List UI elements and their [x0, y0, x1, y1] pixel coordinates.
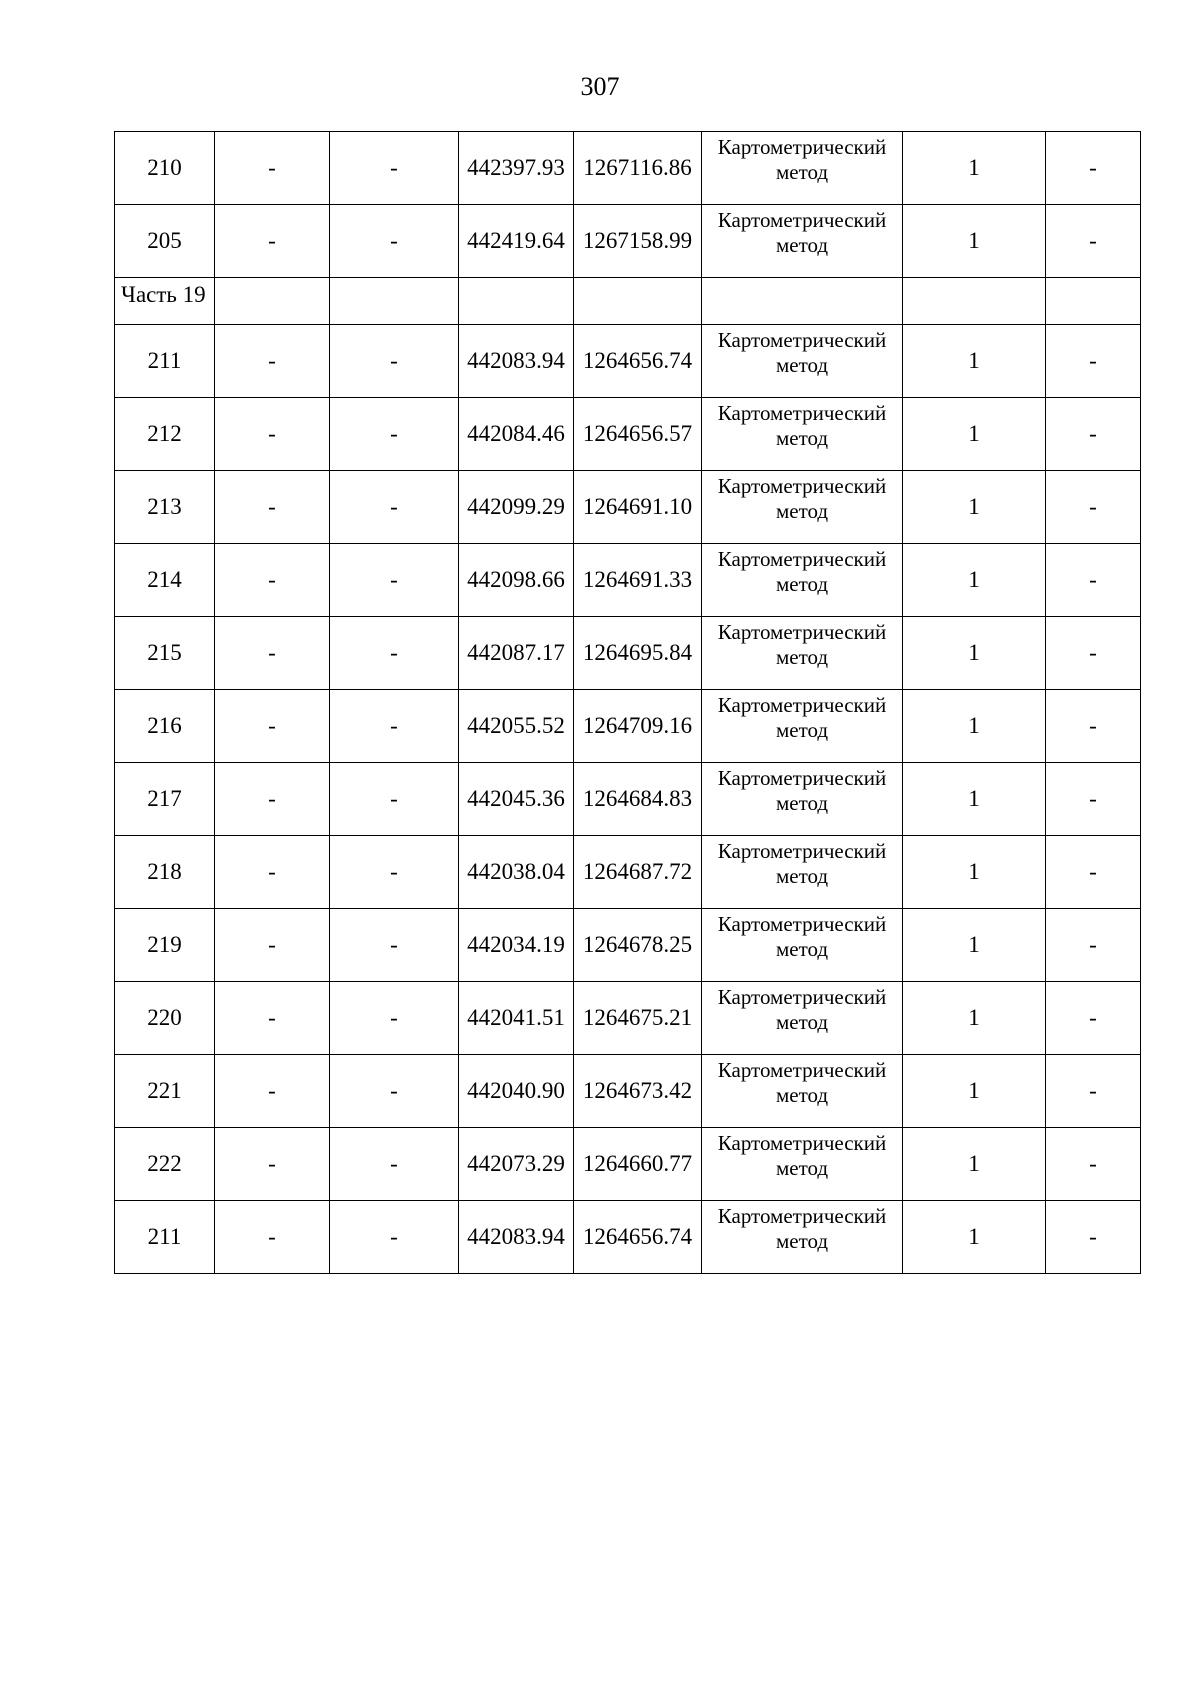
method-cell: Картометрический метод: [702, 690, 903, 763]
method-cell: Картометрический метод: [702, 1201, 903, 1274]
dash-cell-1: -: [215, 1128, 330, 1201]
table-row: [115, 205, 1141, 278]
table-row: [115, 471, 1141, 544]
dash-cell-1: -: [215, 205, 330, 278]
method-cell: Картометрический метод: [702, 325, 903, 398]
method-cell: Картометрический метод: [702, 836, 903, 909]
dash-cell-2: -: [330, 471, 459, 544]
point-number-cell: 215: [115, 617, 215, 690]
description-cell: -: [1046, 398, 1141, 471]
y-coordinate-cell: 1264660.77: [574, 1128, 702, 1201]
table-row: [115, 1055, 1141, 1128]
accuracy-cell: 1: [903, 1201, 1046, 1274]
dash-cell-1: -: [215, 836, 330, 909]
y-coordinate-cell: 1264656.57: [574, 398, 702, 471]
method-cell: Картометрический метод: [702, 1055, 903, 1128]
empty-cell: [215, 278, 330, 325]
table-row: [115, 982, 1141, 1055]
y-coordinate-cell: 1264673.42: [574, 1055, 702, 1128]
point-number-cell: 211: [115, 1201, 215, 1274]
point-number-cell: 219: [115, 909, 215, 982]
y-coordinate-cell: 1264709.16: [574, 690, 702, 763]
description-cell: -: [1046, 1055, 1141, 1128]
dash-cell-1: -: [215, 325, 330, 398]
empty-cell: [574, 278, 702, 325]
empty-cell: [903, 278, 1046, 325]
empty-cell: [459, 278, 574, 325]
point-number-cell: 218: [115, 836, 215, 909]
method-cell: Картометрический метод: [702, 617, 903, 690]
description-cell: -: [1046, 836, 1141, 909]
y-coordinate-cell: 1264687.72: [574, 836, 702, 909]
x-coordinate-cell: 442040.90: [459, 1055, 574, 1128]
point-number-cell: 210: [115, 132, 215, 205]
section-row: [115, 278, 1141, 325]
y-coordinate-cell: 1264678.25: [574, 909, 702, 982]
method-cell: Картометрический метод: [702, 132, 903, 205]
table-row: [115, 544, 1141, 617]
description-cell: -: [1046, 1201, 1141, 1274]
x-coordinate-cell: 442045.36: [459, 763, 574, 836]
method-cell: Картометрический метод: [702, 398, 903, 471]
table-row: [115, 1201, 1141, 1274]
dash-cell-2: -: [330, 617, 459, 690]
x-coordinate-cell: 442055.52: [459, 690, 574, 763]
dash-cell-1: -: [215, 690, 330, 763]
dash-cell-2: -: [330, 325, 459, 398]
accuracy-cell: 1: [903, 763, 1046, 836]
dash-cell-1: -: [215, 763, 330, 836]
accuracy-cell: 1: [903, 471, 1046, 544]
accuracy-cell: 1: [903, 398, 1046, 471]
accuracy-cell: 1: [903, 617, 1046, 690]
table-row: [115, 690, 1141, 763]
dash-cell-1: -: [215, 909, 330, 982]
point-number-cell: 221: [115, 1055, 215, 1128]
description-cell: -: [1046, 982, 1141, 1055]
description-cell: -: [1046, 909, 1141, 982]
table-row: [115, 398, 1141, 471]
description-cell: -: [1046, 471, 1141, 544]
accuracy-cell: 1: [903, 836, 1046, 909]
dash-cell-1: -: [215, 132, 330, 205]
x-coordinate-cell: 442083.94: [459, 325, 574, 398]
table-row: [115, 325, 1141, 398]
accuracy-cell: 1: [903, 205, 1046, 278]
description-cell: -: [1046, 617, 1141, 690]
x-coordinate-cell: 442034.19: [459, 909, 574, 982]
point-number-cell: 205: [115, 205, 215, 278]
method-cell: Картометрический метод: [702, 205, 903, 278]
dash-cell-2: -: [330, 132, 459, 205]
dash-cell-1: -: [215, 1201, 330, 1274]
description-cell: -: [1046, 205, 1141, 278]
description-cell: -: [1046, 1128, 1141, 1201]
x-coordinate-cell: 442098.66: [459, 544, 574, 617]
x-coordinate-cell: 442419.64: [459, 205, 574, 278]
dash-cell-1: -: [215, 544, 330, 617]
point-number-cell: 214: [115, 544, 215, 617]
table-row: [115, 617, 1141, 690]
dash-cell-2: -: [330, 909, 459, 982]
dash-cell-2: -: [330, 982, 459, 1055]
point-number-cell: 216: [115, 690, 215, 763]
point-number-cell: 212: [115, 398, 215, 471]
x-coordinate-cell: 442038.04: [459, 836, 574, 909]
method-cell: Картометрический метод: [702, 544, 903, 617]
table-row: [115, 1128, 1141, 1201]
point-number-cell: 220: [115, 982, 215, 1055]
description-cell: -: [1046, 690, 1141, 763]
dash-cell-2: -: [330, 544, 459, 617]
point-number-cell: 213: [115, 471, 215, 544]
y-coordinate-cell: 1264691.10: [574, 471, 702, 544]
method-cell: Картометрический метод: [702, 909, 903, 982]
description-cell: -: [1046, 132, 1141, 205]
accuracy-cell: 1: [903, 982, 1046, 1055]
dash-cell-1: -: [215, 617, 330, 690]
table-body: [115, 132, 1141, 1274]
dash-cell-1: -: [215, 471, 330, 544]
y-coordinate-cell: 1264656.74: [574, 1201, 702, 1274]
page-number: 307: [580, 72, 620, 101]
empty-cell: [330, 278, 459, 325]
dash-cell-2: -: [330, 690, 459, 763]
dash-cell-2: -: [330, 1201, 459, 1274]
y-coordinate-cell: 1267158.99: [574, 205, 702, 278]
dash-cell-2: -: [330, 1055, 459, 1128]
dash-cell-2: -: [330, 763, 459, 836]
dash-cell-1: -: [215, 982, 330, 1055]
section-label: Часть 19: [115, 278, 215, 325]
x-coordinate-cell: 442083.94: [459, 1201, 574, 1274]
table-row: [115, 836, 1141, 909]
dash-cell-2: -: [330, 205, 459, 278]
table-row: [115, 909, 1141, 982]
y-coordinate-cell: 1264695.84: [574, 617, 702, 690]
x-coordinate-cell: 442041.51: [459, 982, 574, 1055]
y-coordinate-cell: 1264684.83: [574, 763, 702, 836]
empty-cell: [1046, 278, 1141, 325]
method-cell: Картометрический метод: [702, 471, 903, 544]
point-number-cell: 222: [115, 1128, 215, 1201]
empty-cell: [702, 278, 903, 325]
point-number-cell: 217: [115, 763, 215, 836]
x-coordinate-cell: 442087.17: [459, 617, 574, 690]
y-coordinate-cell: 1264675.21: [574, 982, 702, 1055]
x-coordinate-cell: 442397.93: [459, 132, 574, 205]
description-cell: -: [1046, 544, 1141, 617]
description-cell: -: [1046, 763, 1141, 836]
point-number-cell: 211: [115, 325, 215, 398]
y-coordinate-cell: 1264691.33: [574, 544, 702, 617]
dash-cell-2: -: [330, 398, 459, 471]
accuracy-cell: 1: [903, 325, 1046, 398]
dash-cell-1: -: [215, 398, 330, 471]
table-row: [115, 763, 1141, 836]
y-coordinate-cell: 1264656.74: [574, 325, 702, 398]
accuracy-cell: 1: [903, 132, 1046, 205]
method-cell: Картометрический метод: [702, 763, 903, 836]
accuracy-cell: 1: [903, 1055, 1046, 1128]
x-coordinate-cell: 442084.46: [459, 398, 574, 471]
accuracy-cell: 1: [903, 1128, 1046, 1201]
coordinates-table: [114, 131, 1141, 1274]
table-row: [115, 132, 1141, 205]
accuracy-cell: 1: [903, 544, 1046, 617]
y-coordinate-cell: 1267116.86: [574, 132, 702, 205]
accuracy-cell: 1: [903, 909, 1046, 982]
accuracy-cell: 1: [903, 690, 1046, 763]
dash-cell-2: -: [330, 836, 459, 909]
x-coordinate-cell: 442099.29: [459, 471, 574, 544]
method-cell: Картометрический метод: [702, 982, 903, 1055]
description-cell: -: [1046, 325, 1141, 398]
dash-cell-1: -: [215, 1055, 330, 1128]
dash-cell-2: -: [330, 1128, 459, 1201]
x-coordinate-cell: 442073.29: [459, 1128, 574, 1201]
method-cell: Картометрический метод: [702, 1128, 903, 1201]
